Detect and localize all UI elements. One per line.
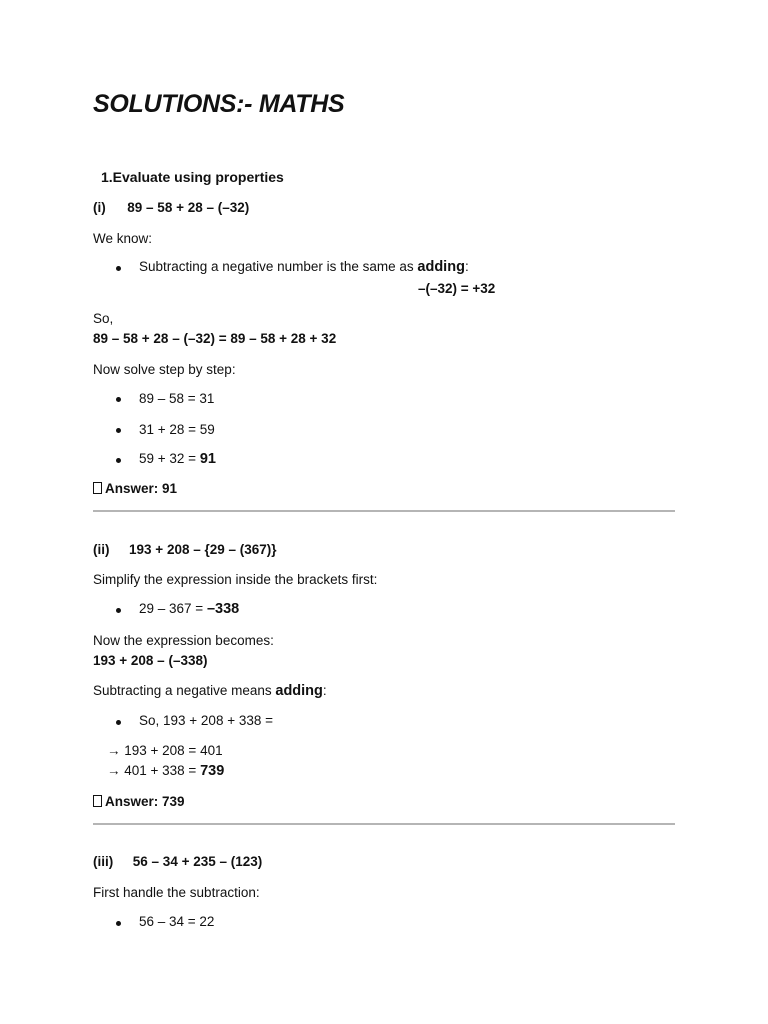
negative-text bbox=[93, 683, 327, 699]
divider bbox=[93, 823, 675, 825]
part1-step1: 89 – 58 = 31 bbox=[139, 391, 215, 406]
step1-plain: 29 – 367 = bbox=[139, 601, 207, 616]
part3-label: (iii) bbox=[93, 854, 114, 869]
checkbox-icon bbox=[93, 795, 102, 807]
part1-answer bbox=[93, 481, 177, 496]
part1-label: (i) bbox=[93, 200, 106, 215]
answer-text: Answer: 739 bbox=[105, 794, 185, 809]
neg-bold: adding bbox=[275, 683, 323, 699]
arrow2-bold: 739 bbox=[200, 763, 225, 779]
part2-step1 bbox=[139, 601, 239, 617]
part3-heading bbox=[93, 854, 262, 869]
neg-plain: Subtracting a negative means bbox=[93, 683, 276, 698]
part1-expression: 89 – 58 + 28 – (–32) bbox=[127, 200, 250, 215]
part1-heading bbox=[93, 200, 249, 215]
part1-step3 bbox=[139, 451, 216, 467]
rule-equation: –(–32) = +32 bbox=[418, 281, 496, 296]
rule-colon: : bbox=[464, 259, 469, 274]
arrow2-plain: → 401 + 338 = bbox=[107, 763, 201, 778]
neg-colon: : bbox=[322, 683, 327, 698]
rule-text bbox=[139, 259, 469, 275]
part3-expression: 56 – 34 + 235 – (123) bbox=[132, 854, 263, 869]
part3-step1: 56 – 34 = 22 bbox=[139, 914, 215, 929]
part2-expression: 193 + 208 – {29 – (367)} bbox=[129, 542, 277, 557]
checkbox-icon bbox=[93, 482, 102, 494]
page-title: SOLUTIONS:- MATHS bbox=[93, 90, 345, 118]
answer-text: Answer: 91 bbox=[105, 481, 178, 496]
bullet-dot bbox=[116, 921, 121, 926]
part2-rewrite: 193 + 208 – (–338) bbox=[93, 653, 208, 668]
part1-step2: 31 + 28 = 59 bbox=[139, 422, 215, 437]
so-text: So, bbox=[93, 311, 114, 326]
part2-answer bbox=[93, 794, 185, 809]
arrow-step1: → 193 + 208 = 401 bbox=[107, 743, 223, 758]
becomes-text: Now the expression becomes: bbox=[93, 633, 274, 648]
we-know-text: We know: bbox=[93, 231, 153, 246]
bullet-dot bbox=[116, 266, 121, 271]
bullet-dot bbox=[116, 397, 121, 402]
part1-rewrite: 89 – 58 + 28 – (–32) = 89 – 58 + 28 + 32 bbox=[93, 331, 337, 346]
part2-so-line: So, 193 + 208 + 338 = bbox=[139, 713, 273, 728]
step3-bold: 91 bbox=[199, 451, 216, 467]
part3-intro: First handle the subtraction: bbox=[93, 885, 260, 900]
bullet-dot bbox=[116, 458, 121, 463]
step-intro: Now solve step by step: bbox=[93, 362, 236, 377]
rule-bold: adding bbox=[417, 259, 465, 275]
bullet-dot bbox=[116, 428, 121, 433]
rule-plain: Subtracting a negative number is the same as bbox=[139, 259, 418, 274]
arrow-step2 bbox=[107, 763, 224, 779]
step3-plain: 59 + 32 = bbox=[139, 451, 200, 466]
part2-intro: Simplify the expression inside the brackets first: bbox=[93, 572, 378, 587]
part2-heading bbox=[93, 542, 277, 557]
part2-label: (ii) bbox=[93, 542, 110, 557]
bullet-dot bbox=[116, 608, 121, 613]
divider bbox=[93, 510, 675, 512]
step1-bold: –338 bbox=[206, 601, 240, 617]
section-heading: 1.Evaluate using properties bbox=[101, 169, 284, 185]
bullet-dot bbox=[116, 720, 121, 725]
